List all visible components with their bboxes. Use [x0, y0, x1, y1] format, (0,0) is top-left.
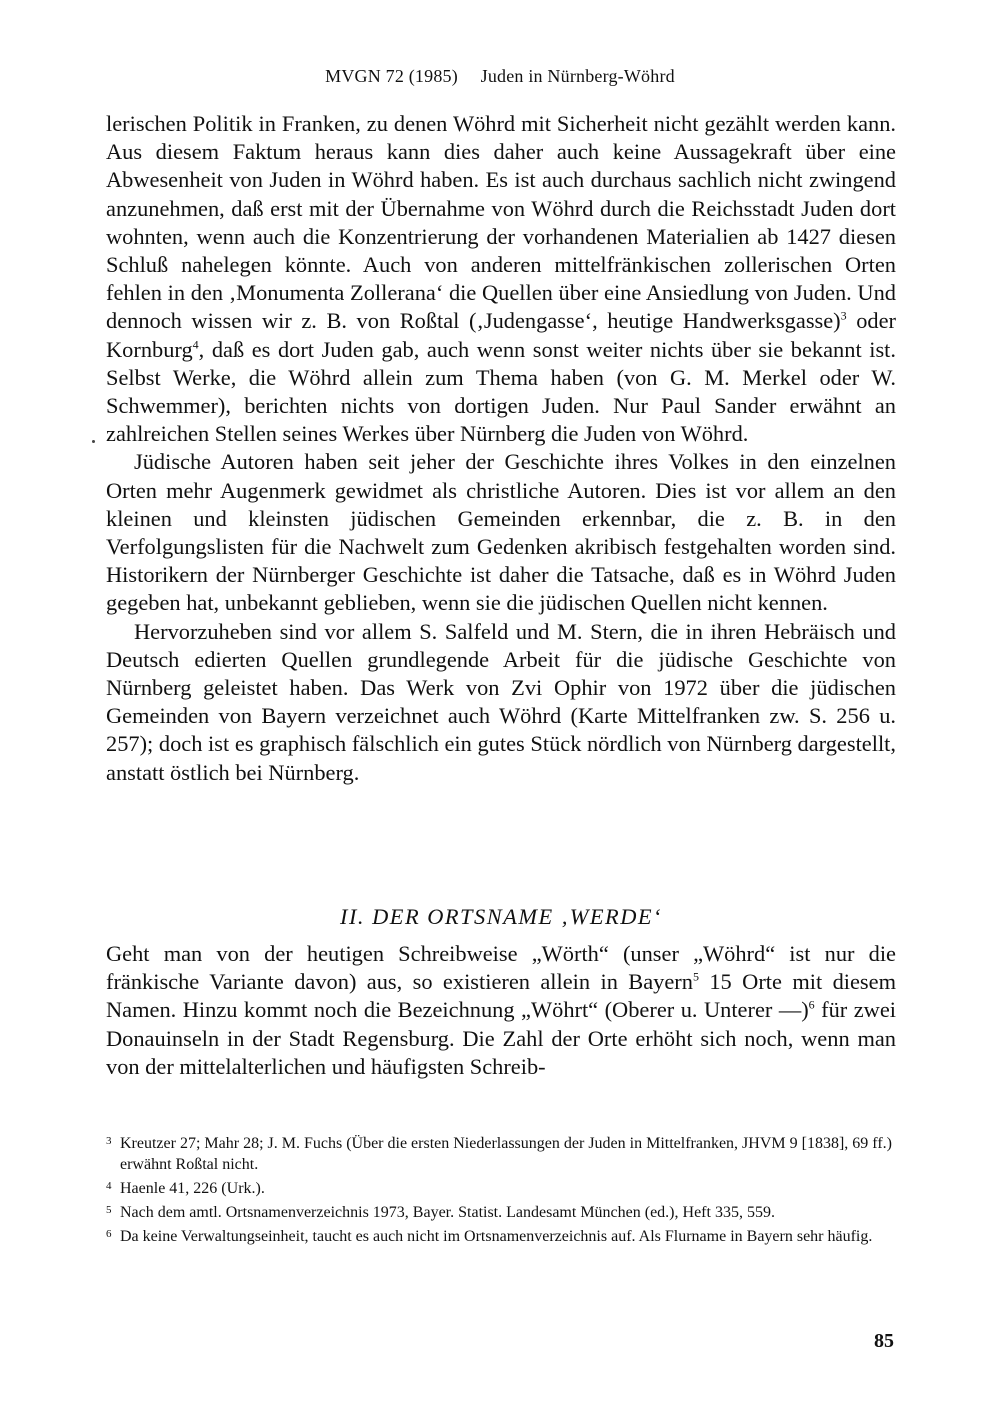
footnote-ref-4[interactable]: 4	[192, 337, 199, 352]
body-text	[106, 110, 896, 787]
section-paragraph-1-text-a: Geht man von der heutigen Schreibweise „Wörth“ (unser „Wöhrd“ ist nur die fränkische Variante davon) aus, so existieren allein in Bayern	[106, 941, 896, 995]
running-head-series: MVGN 72 (1985)	[325, 66, 458, 86]
section-paragraph-1-text-c: für zwei Donauinseln in der Stadt Regensburg. Die Zahl der Orte erhöht sich noch, wenn man von der mittelalterlichen und häufigsten Schreib-	[106, 997, 897, 1079]
paragraph-1	[106, 110, 896, 448]
margin-mark	[92, 440, 95, 443]
footnote-4	[106, 1178, 896, 1199]
footnote-text: Haenle 41, 226 (Urk.).	[120, 1180, 265, 1197]
footnote-number: 4	[106, 1180, 112, 1192]
footnote-text: Da keine Verwaltungseinheit, taucht es auch nicht im Ortsnamenverzeichnis auf. Als Flurname in Bayern sehr häufig.	[120, 1228, 873, 1245]
footnote-5	[106, 1202, 896, 1223]
footnotes	[106, 1133, 896, 1250]
paragraph-2: Jüdische Autoren haben seit jeher der Geschichte ihres Volkes in den einzelnen Orten mehr Augenmerk gewidmet als christliche Autoren. Dies ist vor allem an den kleinen und kleinsten jüdischen Gemeinden erkennbar, die z. B. in den Verfolgungslisten für die Nachwelt zum Gedenken akribisch festgehalten worden sind. Historikern der Nürnberger Geschichte ist daher die Tatsache, daß es in Wöhrd Juden gegeben hat, unbekannt geblieben, wenn sie die jüdischen Quellen nicht kennen.	[106, 449, 896, 616]
paragraph-3: Hervorzuheben sind vor allem S. Salfeld und M. Stern, die in ihren Hebräisch und Deutsch edierten Quellen grundlegende Arbeit für die jüdische Geschichte von Nürnberg geleistet haben. Das Werk von Zvi Ophir von 1972 über die jüdischen Gemeinden von Bayern verzeichnet auch Wöhrd (Karte Mittelfranken zw. S. 256 u. 257); doch ist es graphisch fälschlich ein gutes Stück nördlich von Nürnberg dargestellt, anstatt östlich bei Nürnberg.	[106, 618, 896, 785]
footnote-ref-5[interactable]: 5	[692, 969, 699, 984]
footnote-number: 6	[106, 1228, 112, 1240]
paragraph-1-text-b: oder Kornburg	[106, 308, 896, 362]
section-paragraph-1-text-b: 15 Orte mit diesem Namen. Hinzu kommt noch die Bezeichnung „Wöhrt“ (Oberer u. Unterer —)	[106, 969, 896, 1023]
running-head-title: Juden in Nürnberg-Wöhrd	[480, 66, 675, 86]
paragraph-1-text-a: lerischen Politik in Franken, zu denen Wöhrd mit Sicherheit nicht gezählt werden kann. Aus diesem Faktum heraus kann dies daher auch keine Aussagekraft über eine Abwesenheit von Juden in Wöhrd haben. Es ist auch durchaus sachlich nicht zwingend anzunehmen, daß erst mit der Übernahme von Wöhrd durch die Reichsstadt Juden dort wohnten, wenn auch die Konzentrierung der vorhandenen Materialien ab 1427 diesen Schluß nahelegen könnte. Auch von anderen mittelfränkischen zollerischen Orten fehlen in den ‚Monumenta Zollerana‘ die Quellen über eine Ansiedlung von Juden. Und dennoch wissen wir z. B. von Roßtal (‚Judengasse‘, heutige Handwerksgasse)	[106, 111, 896, 334]
footnote-text: Nach dem amtl. Ortsnamenverzeichnis 1973, Bayer. Statist. Landesamt München (ed.), Heft 335, 559.	[120, 1204, 775, 1221]
section-heading: II. DER ORTSNAME ‚WERDE‘	[339, 904, 663, 929]
running-head	[0, 66, 1000, 87]
footnote-6	[106, 1226, 896, 1247]
footnote-number: 5	[106, 1204, 112, 1216]
page-number: 85	[874, 1330, 894, 1352]
section-paragraph-1	[106, 940, 896, 1081]
paragraph-1-text-c: , daß es dort Juden gab, auch wenn sonst weiter nichts über sie bekannt ist. Selbst Werke, die Wöhrd allein zum Thema haben (von G. M. Merkel oder W. Schwemmer), berichten nichts von dortigen Juden. Nur Paul Sander erwähnt an zahlreichen Stellen seines Werkes über Nürnberg die Juden von Wöhrd.	[106, 336, 896, 447]
footnote-ref-3[interactable]: 3	[840, 308, 847, 323]
footnote-number: 3	[106, 1135, 112, 1147]
footnote-3	[106, 1133, 896, 1175]
section-text	[106, 940, 896, 1081]
footnote-ref-6[interactable]: 6	[808, 997, 815, 1012]
footnote-text: Kreutzer 27; Mahr 28; J. M. Fuchs (Über die ersten Niederlassungen der Juden in Mittelfranken, JHVM 9 [1838], 69 ff.) erwähnt Roßtal nicht.	[120, 1135, 892, 1173]
